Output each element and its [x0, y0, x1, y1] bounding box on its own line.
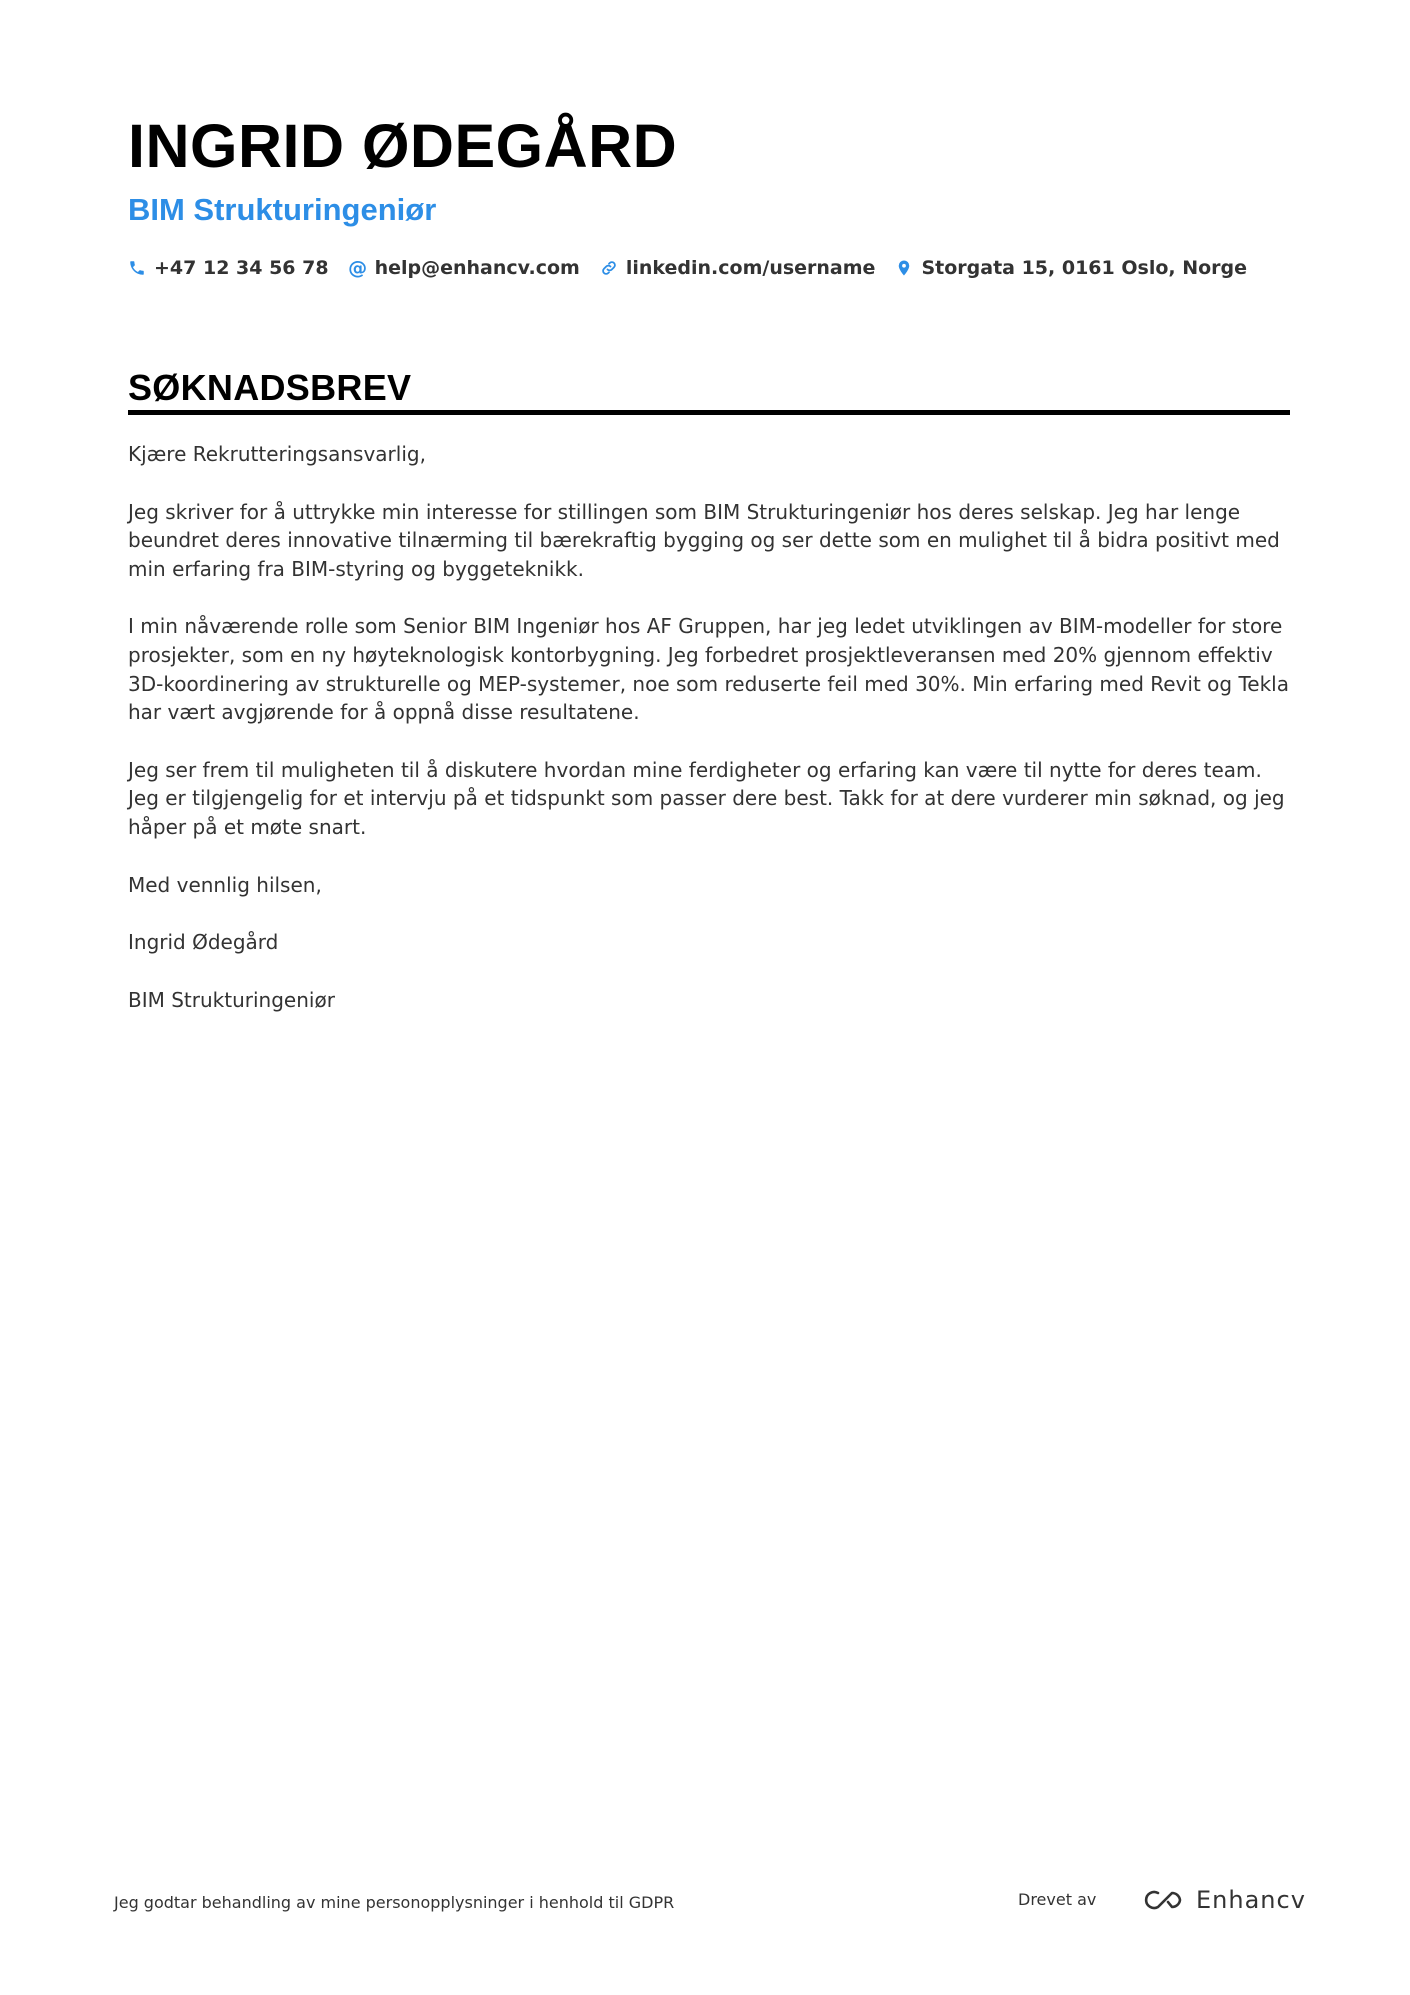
signature-title: BIM Strukturingeniør — [128, 987, 335, 1012]
powered-by-label: Drevet av — [1018, 1890, 1097, 1909]
contact-email[interactable] — [349, 257, 580, 279]
link-icon — [600, 259, 618, 277]
letter-body — [128, 440, 1290, 1043]
letter-greeting: Kjære Rekrutteringsansvarlig, — [128, 442, 426, 466]
contact-phone — [128, 257, 329, 279]
gdpr-consent: Jeg godtar behandling av mine personopplysninger i henhold til GDPR — [114, 1893, 675, 1912]
phone-text: +47 12 34 56 78 — [154, 257, 329, 279]
letter-paragraph: Jeg skriver for å uttrykke min interesse for stillingen som BIM Strukturingeniør hos deres selskap. Jeg har lenge beundret deres innovative tilnærming til bærekraftig bygging og ser dette som en mulighet til å bidra positivt med min erfaring fra BIM-styring og byggeteknikk. — [128, 499, 1280, 581]
signature-name: Ingrid Ødegård — [128, 930, 279, 955]
at-icon: @ — [348, 257, 368, 279]
letter-paragraph: Jeg ser frem til muligheten til å diskutere hvordan mine ferdigheter og erfaring kan være til nytte for deres team. Jeg er tilgjengelig for et intervju på et tidspunkt som passer dere best. Takk for at dere vurderer min søknad, og jeg håper på et møte snart. — [128, 757, 1285, 839]
section-title: SØKNADSBREV — [128, 367, 412, 408]
candidate-title: BIM Strukturingeniør — [128, 192, 437, 227]
letter-paragraph: I min nåværende rolle som Senior BIM Ingeniør hos AF Gruppen, har jeg ledet utviklingen av BIM-modeller for store prosjekter, som en ny høyteknologisk kontorbygning. Jeg forbedret prosjektleveransen med 20% gjennom effektiv 3D-koordinering av strukturelle og MEP-systemer, noe som reduserte feil med 30%. Min erfaring med Revit og Tekla har vært avgjørende for å oppnå disse resultatene. — [128, 614, 1289, 725]
candidate-name: INGRID ØDEGÅRD — [128, 112, 678, 180]
address-text: Storgata 15, 0161 Oslo, Norge — [921, 257, 1248, 279]
letter-closing: Med vennlig hilsen, — [128, 872, 322, 897]
phone-icon — [128, 259, 146, 277]
email-text[interactable]: help@enhancv.com — [374, 257, 580, 279]
contact-address — [895, 257, 1247, 279]
brand-logo-link[interactable] — [1138, 1882, 1306, 1918]
linkedin-text[interactable]: linkedin.com/username — [625, 257, 876, 279]
brand-name[interactable]: Enhancv — [1196, 1886, 1306, 1914]
location-pin-icon — [895, 259, 913, 277]
section-divider — [128, 410, 1290, 415]
contact-linkedin[interactable] — [600, 257, 876, 279]
contact-bar — [128, 252, 1247, 284]
enhancv-logo-icon — [1138, 1885, 1186, 1915]
